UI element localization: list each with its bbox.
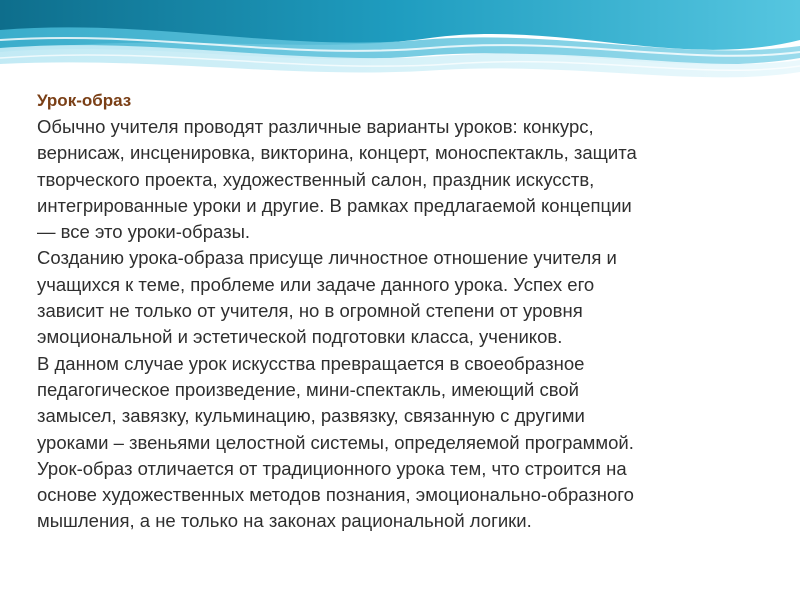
slide-title: Урок-образ: [37, 91, 132, 110]
paragraph-2: Созданию урока-образа присуще личностное отношение учителя и учащихся к теме, проблеме или задаче данного урока. Успех его зависит не только от учителя, но в огромной степени от уровня эмоциональной и эстетической подготовки класса, учеников.: [37, 247, 617, 348]
paragraph-1: Обычно учителя проводят различные варианты уроков: конкурс, вернисаж, инсценировка, викторина, концерт, моноспектакль, защита творческого проекта, художественный салон, праздник искусств, интегрированные уроки и другие. В рамках предлагаемой концепции — все это уроки-образы.: [37, 116, 637, 243]
header-wave-decoration: [0, 0, 800, 90]
slide-content: [37, 88, 777, 535]
paragraph-3: В данном случае урок искусства превращается в своеобразное педагогическое произведение, мини-спектакль, имеющий свой замысел, завязку, кульминацию, развязку, связанную с другими уроками – звеньями целостной системы, определяемой программой. Урок-образ отличается от традиционного урока тем, что строится на основе художественных методов познания, эмоционально-образного мышления, а не только на законах рациональной логики.: [37, 352, 634, 532]
